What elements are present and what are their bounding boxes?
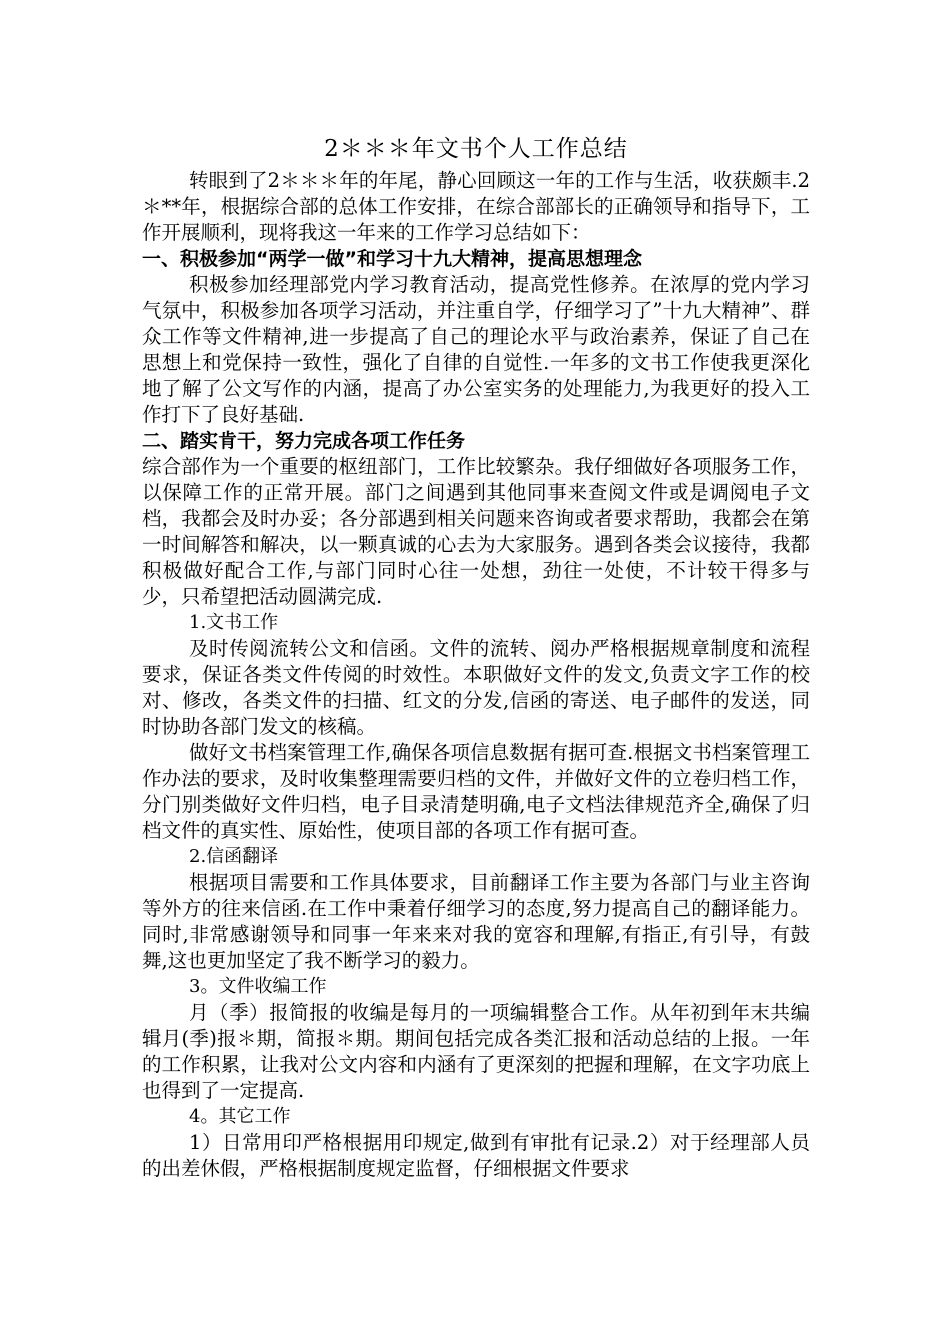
document-title: 2＊＊＊年文书个人工作总结 xyxy=(324,136,628,162)
item-1-paragraph-2: 做好文书档案管理工作,确保各项信息数据有据可查.根据文书档案管理工作办法的要求，及时收集整理需要归档的文件，并做好文件的立卷归档工作，分门别类做好文件归档，电子目录清楚明确,电子文档法律规范齐全,确保了归档文件的真实性、原始性，使项目部的各项工作有据可查。 xyxy=(142,741,810,842)
section-2-paragraph: 综合部作为一个重要的枢纽部门，工作比较繁杂。我仔细做好各项服务工作，以保障工作的正常开展。部门之间遇到其他同事来查阅文件或是调阅电子文档，我都会及时办妥；各分部遇到相关问题来咨询或者要求帮助，我都会在第一时间解答和解决，以一颗真诚的心去为大家服务。遇到各类会议接待，我都积极做好配合工作,与部门同时心往一处想，劲往一处使，不计较干得多与少，只希望把活动圆满完成. xyxy=(142,455,810,608)
section-2-heading: 二、踏实肯干，努力完成各项工作任务 xyxy=(142,430,466,452)
item-3-title: 3。文件收编工作 xyxy=(189,976,327,997)
item-3-paragraph: 月（季）报简报的收编是每月的一项编辑整合工作。从年初到年末共编辑月(季)报＊期，简报＊期。期间包括完成各类汇报和活动总结的上报。一年的工作积累，让我对公文内容和内涵有了更深刻的把握和理解，在文字功底上也得到了一定提高. xyxy=(142,1001,810,1102)
intro-paragraph: 转眼到了2＊＊＊年的年尾，静心回顾这一年的工作与生活，收获颇丰.2＊**年，根据综合部的总体工作安排，在综合部部长的正确领导和指导下，工作开展顺利，现将我这一年来的工作学习总结如下： xyxy=(142,169,810,244)
item-2-paragraph: 根据项目需要和工作具体要求，目前翻译工作主要为各部门与业主咨询等外方的往来信函.在工作中秉着仔细学习的态度,努力提高自己的翻译能力。同时,非常感谢领导和同事一年来来对我的宽容和理解,有指正,有引导，有鼓舞,这也更加坚定了我不断学习的毅力。 xyxy=(142,871,810,972)
item-4-title: 4。其它工作 xyxy=(189,1106,291,1127)
item-2-title: 2.信函翻译 xyxy=(189,846,279,867)
item-1-title: 1.文书工作 xyxy=(189,612,279,633)
item-4-paragraph: 1）日常用印严格根据用印规定,做到有审批有记录.2）对于经理部人员的出差休假，严格根据制度规定监督，仔细根据文件要求 xyxy=(142,1131,810,1180)
section-1-heading: 一、积极参加“两学一做”和学习十九大精神，提高思想理念 xyxy=(142,248,642,270)
document-page xyxy=(142,134,810,1182)
section-1-paragraph: 积极参加经理部党内学习教育活动，提高党性修养。在浓厚的党内学习气氛中，积极参加各项学习活动，并注重自学，仔细学习了”十九大精神”、群众工作等文件精神,进一步提高了自己的理论水平与政治素养，保证了自己在思想上和党保持一致性，强化了自律的自觉性.一年多的文书工作使我更深化地了解了公文写作的内涵，提高了办公室实务的处理能力,为我更好的投入工作打下了良好基础. xyxy=(142,273,810,426)
item-1-paragraph-1: 及时传阅流转公文和信函。文件的流转、阅办严格根据规章制度和流程要求，保证各类文件传阅的时效性。本职做好文件的发文,负责文字工作的校对、修改，各类文件的扫描、红文的分发,信函的寄送、电子邮件的发送，同时协助各部门发文的核稿。 xyxy=(142,637,810,738)
